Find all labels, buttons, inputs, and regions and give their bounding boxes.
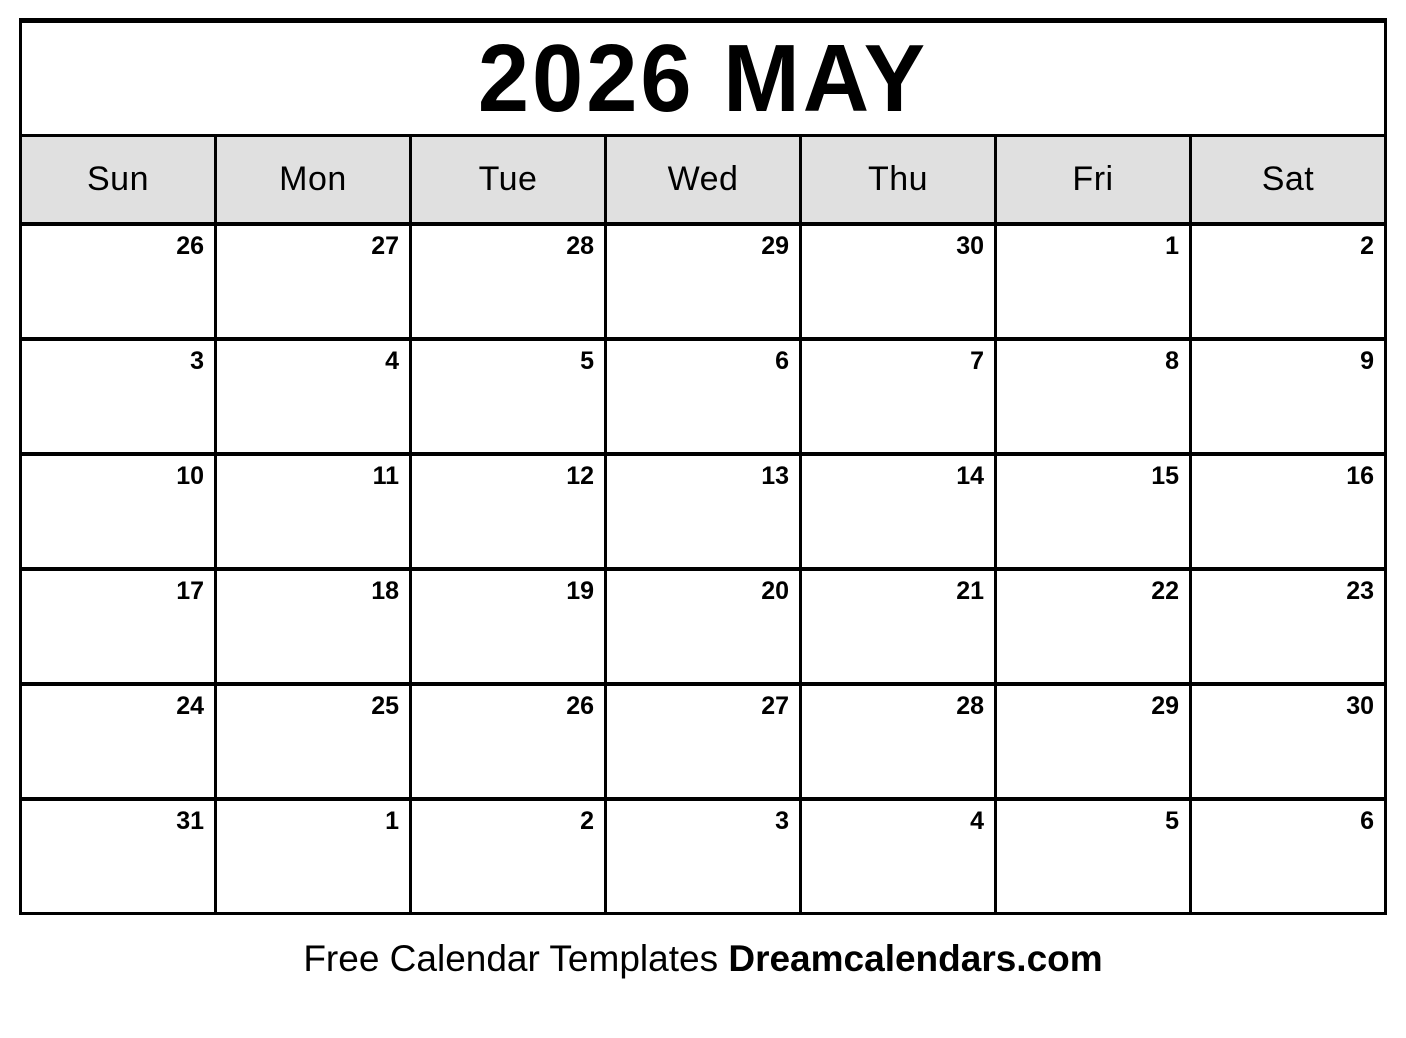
day-number: 9	[1360, 347, 1374, 375]
weekday-header-fri	[997, 137, 1189, 222]
day-cell	[412, 571, 604, 682]
weekday-label: Tue	[478, 160, 538, 198]
day-cell	[217, 686, 409, 797]
day-cell	[22, 801, 214, 912]
weekday-label: Sun	[87, 160, 149, 198]
day-number: 30	[956, 232, 984, 260]
weekday-label: Sat	[1261, 160, 1315, 198]
day-cell	[412, 686, 604, 797]
day-cell	[997, 801, 1189, 912]
day-cell	[1192, 686, 1384, 797]
day-cell	[802, 801, 994, 912]
day-cell	[997, 571, 1189, 682]
footer-text: Free Calendar Templates	[303, 938, 719, 979]
day-cell	[607, 341, 799, 452]
day-number: 27	[761, 692, 789, 720]
day-number: 30	[1346, 692, 1374, 720]
day-number: 5	[580, 347, 594, 375]
day-number: 8	[1165, 347, 1179, 375]
day-cell	[22, 341, 214, 452]
day-number: 3	[190, 347, 204, 375]
day-number: 22	[1151, 577, 1179, 605]
day-cell	[997, 456, 1189, 567]
day-number: 6	[775, 347, 789, 375]
weekday-header-thu	[802, 137, 994, 222]
day-number: 17	[176, 577, 204, 605]
day-number: 25	[371, 692, 399, 720]
day-number: 24	[176, 692, 204, 720]
day-number: 21	[956, 577, 984, 605]
calendar-grid	[22, 137, 1384, 912]
day-cell	[1192, 571, 1384, 682]
footer	[0, 937, 1406, 981]
day-number: 27	[371, 232, 399, 260]
day-cell	[607, 686, 799, 797]
day-cell	[997, 341, 1189, 452]
weekday-header-wed	[607, 137, 799, 222]
day-cell	[217, 456, 409, 567]
day-cell	[802, 456, 994, 567]
day-number: 14	[956, 462, 984, 490]
weekday-header-sat	[1192, 137, 1384, 222]
day-cell	[217, 226, 409, 337]
day-cell	[1192, 226, 1384, 337]
day-number: 6	[1360, 807, 1374, 835]
calendar	[19, 18, 1387, 915]
day-cell	[802, 341, 994, 452]
day-number: 23	[1346, 577, 1374, 605]
day-cell	[22, 686, 214, 797]
day-number: 11	[372, 462, 399, 490]
day-cell	[607, 226, 799, 337]
weekday-label: Wed	[667, 160, 739, 198]
day-cell	[412, 456, 604, 567]
calendar-title: 2026 MAY	[477, 25, 929, 132]
day-number: 18	[371, 577, 399, 605]
day-number: 19	[566, 577, 594, 605]
day-number: 3	[775, 807, 789, 835]
day-cell	[1192, 801, 1384, 912]
day-number: 28	[566, 232, 594, 260]
day-number: 15	[1151, 462, 1179, 490]
day-cell	[802, 686, 994, 797]
day-number: 5	[1165, 807, 1179, 835]
day-number: 7	[970, 347, 984, 375]
day-number: 29	[1151, 692, 1179, 720]
day-number: 2	[580, 807, 594, 835]
day-cell	[412, 801, 604, 912]
day-number: 31	[176, 807, 204, 835]
day-cell	[412, 226, 604, 337]
day-cell	[802, 571, 994, 682]
day-number: 2	[1360, 232, 1374, 260]
day-number: 26	[176, 232, 204, 260]
day-cell	[1192, 341, 1384, 452]
day-cell	[412, 341, 604, 452]
day-number: 28	[956, 692, 984, 720]
day-cell	[802, 226, 994, 337]
day-number: 26	[566, 692, 594, 720]
footer-brand: Dreamcalendars.com	[728, 938, 1103, 979]
day-cell	[607, 456, 799, 567]
day-cell	[217, 341, 409, 452]
weekday-header-tue	[412, 137, 604, 222]
weekday-header-sun	[22, 137, 214, 222]
day-cell	[997, 686, 1189, 797]
day-cell	[217, 571, 409, 682]
day-number: 13	[761, 462, 789, 490]
day-number: 29	[761, 232, 789, 260]
day-number: 1	[1165, 232, 1179, 260]
day-number: 1	[385, 807, 399, 835]
day-cell	[607, 571, 799, 682]
day-cell	[1192, 456, 1384, 567]
weekday-label: Thu	[867, 160, 929, 198]
day-cell	[22, 226, 214, 337]
day-cell	[997, 226, 1189, 337]
day-number: 12	[566, 462, 594, 490]
day-number: 20	[761, 577, 789, 605]
day-number: 16	[1346, 462, 1374, 490]
day-cell	[217, 801, 409, 912]
day-cell	[22, 571, 214, 682]
calendar-title-bar	[22, 23, 1384, 137]
day-number: 4	[970, 807, 984, 835]
day-cell	[607, 801, 799, 912]
weekday-header-mon	[217, 137, 409, 222]
day-number: 4	[385, 347, 399, 375]
weekday-label: Mon	[279, 160, 347, 198]
day-number: 10	[176, 462, 204, 490]
weekday-label: Fri	[1072, 160, 1114, 198]
day-cell	[22, 456, 214, 567]
